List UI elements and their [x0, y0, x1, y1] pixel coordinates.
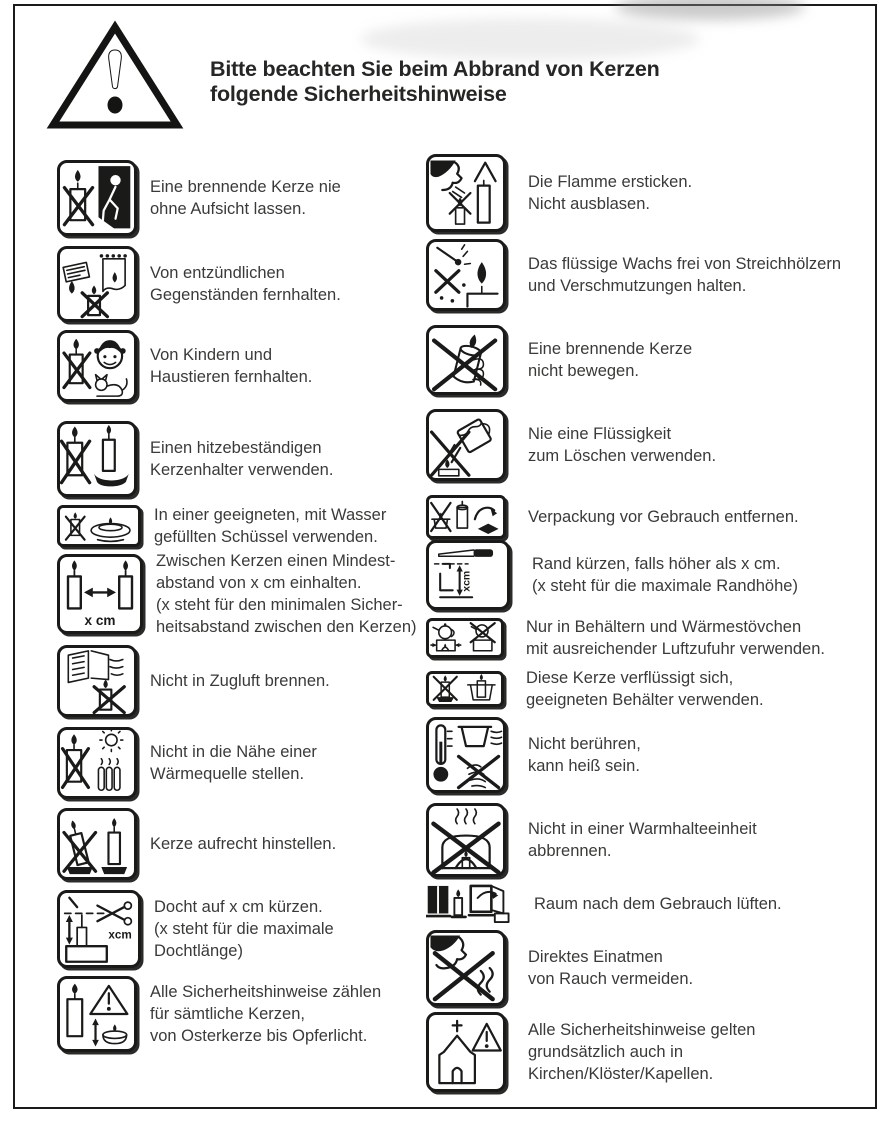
safety-item-text: Das flüssige Wachs frei von Streichhölzern und Verschmutzungen halten.	[528, 255, 842, 295]
safety-item-text: Raum nach dem Gebrauch lüften.	[534, 895, 782, 913]
no-smoke-inhaling-icon	[426, 930, 506, 1006]
no-draft-icon	[57, 645, 137, 717]
heat-resistant-holder-icon	[57, 421, 137, 497]
safety-item-text: Von entzündlichen Gegenständen fernhalten.	[150, 264, 341, 304]
safety-item-text: Eine brennende Kerze nicht bewegen.	[528, 340, 693, 380]
safety-item	[426, 239, 841, 311]
svg-text:xcm: xcm	[108, 928, 132, 942]
safety-item-text: Alle Sicherheitshinweise gelten grundsätzlich auch in Kirchen/Klöster/Kapellen.	[528, 1021, 756, 1083]
safety-item-text: Nicht berühren, kann heiß sein.	[528, 735, 641, 775]
ventilate-room-icon	[426, 884, 512, 924]
svg-text:x cm: x cm	[84, 613, 116, 629]
safety-item	[426, 1012, 755, 1092]
safety-item	[426, 671, 764, 707]
safety-item-text: Nicht in einer Warmhalteeinheit abbrennen.	[528, 820, 757, 860]
safety-item-text: Nie eine Flüssigkeit zum Löschen verwenden.	[528, 425, 717, 465]
safety-item-text: Alle Sicherheitshinweise zählen für sämtliche Kerzen, von Osterkerze bis Opferlicht.	[150, 983, 382, 1045]
safety-item-text: Diese Kerze verflüssigt sich, geeigneten Behälter verwenden.	[526, 669, 764, 709]
safety-item-text: Rand kürzen, falls höher als x cm. (x steht für die maximale Randhöhe)	[532, 555, 798, 595]
all-candle-types-icon	[57, 976, 137, 1052]
page-title	[210, 57, 660, 107]
safety-item	[57, 246, 341, 322]
airflow-container-icon	[426, 618, 504, 658]
safety-item	[426, 618, 825, 658]
children-pets-icon	[57, 330, 137, 402]
no-heat-source-icon	[57, 727, 137, 799]
water-bowl-icon	[57, 505, 141, 547]
page-title-line2: folgende Sicherheitshinweise	[210, 82, 507, 106]
candle-distance-icon	[57, 554, 143, 634]
no-blowing-out-icon	[426, 154, 506, 232]
safety-item	[426, 803, 757, 877]
safety-item-text: Verpackung vor Gebrauch entfernen.	[528, 508, 799, 526]
safety-item-text: Nicht in die Nähe einer Wärmequelle stellen.	[150, 743, 317, 783]
upright-candle-icon	[57, 808, 137, 880]
safety-item	[426, 409, 716, 481]
safety-item	[57, 421, 333, 497]
svg-text:xcm: xcm	[461, 570, 473, 592]
safety-item	[426, 717, 641, 793]
safety-item	[57, 890, 334, 968]
safety-item	[426, 495, 799, 539]
safety-item	[57, 505, 386, 547]
liquefying-candle-icon	[426, 671, 504, 707]
no-moving-icon	[426, 325, 506, 395]
safety-item	[57, 727, 317, 799]
safety-item-text: Von Kindern und Haustieren fernhalten.	[150, 346, 313, 386]
safety-item	[57, 330, 312, 402]
hot-do-not-touch-icon	[426, 717, 506, 793]
safety-item	[426, 325, 692, 395]
safety-item	[57, 976, 381, 1052]
safety-item-text: Zwischen Kerzen einen Mindest- abstand von x cm einhalten. (x steht für den minimalen Sicher- heitsabstand zwischen den Kerzen)	[156, 552, 417, 636]
safety-item	[57, 554, 417, 634]
safety-item	[426, 930, 693, 1006]
no-food-warmer-icon	[426, 803, 506, 877]
trim-wick-icon	[57, 890, 141, 968]
safety-item-text: Docht auf x cm kürzen. (x steht für die maximale Dochtlänge)	[154, 898, 334, 960]
safety-item	[57, 160, 341, 236]
safety-item	[57, 808, 336, 880]
clean-wax-icon	[426, 239, 506, 311]
safety-item	[426, 884, 782, 924]
safety-item	[426, 540, 798, 610]
no-liquid-icon	[426, 409, 506, 481]
church-use-icon	[426, 1012, 506, 1092]
unattended-candle-icon	[57, 160, 137, 236]
safety-item	[57, 645, 330, 717]
safety-item-text: Eine brennende Kerze nie ohne Aufsicht lassen.	[150, 178, 341, 218]
warning-triangle-icon	[45, 20, 185, 135]
safety-item-text: Nur in Behältern und Wärmestövchen mit ausreichender Luftzufuhr verwenden.	[526, 618, 825, 658]
safety-item-text: Nicht in Zugluft brennen.	[150, 672, 330, 690]
remove-packaging-icon	[426, 495, 506, 539]
trim-rim-icon	[426, 540, 510, 610]
safety-item-text: Einen hitzebeständigen Kerzenhalter verwenden.	[150, 439, 334, 479]
safety-item-text: Die Flamme ersticken. Nicht ausblasen.	[528, 173, 693, 213]
page-title-line1: Bitte beachten Sie beim Abbrand von Kerzen	[210, 57, 660, 81]
safety-item-text: Kerze aufrecht hinstellen.	[150, 835, 337, 853]
safety-item-text: Direktes Einatmen von Rauch vermeiden.	[528, 948, 694, 988]
safety-item-text: In einer geeigneten, mit Wasser gefüllten Schüssel verwenden.	[154, 506, 387, 546]
flammable-objects-icon	[57, 246, 137, 322]
safety-item	[426, 154, 692, 232]
